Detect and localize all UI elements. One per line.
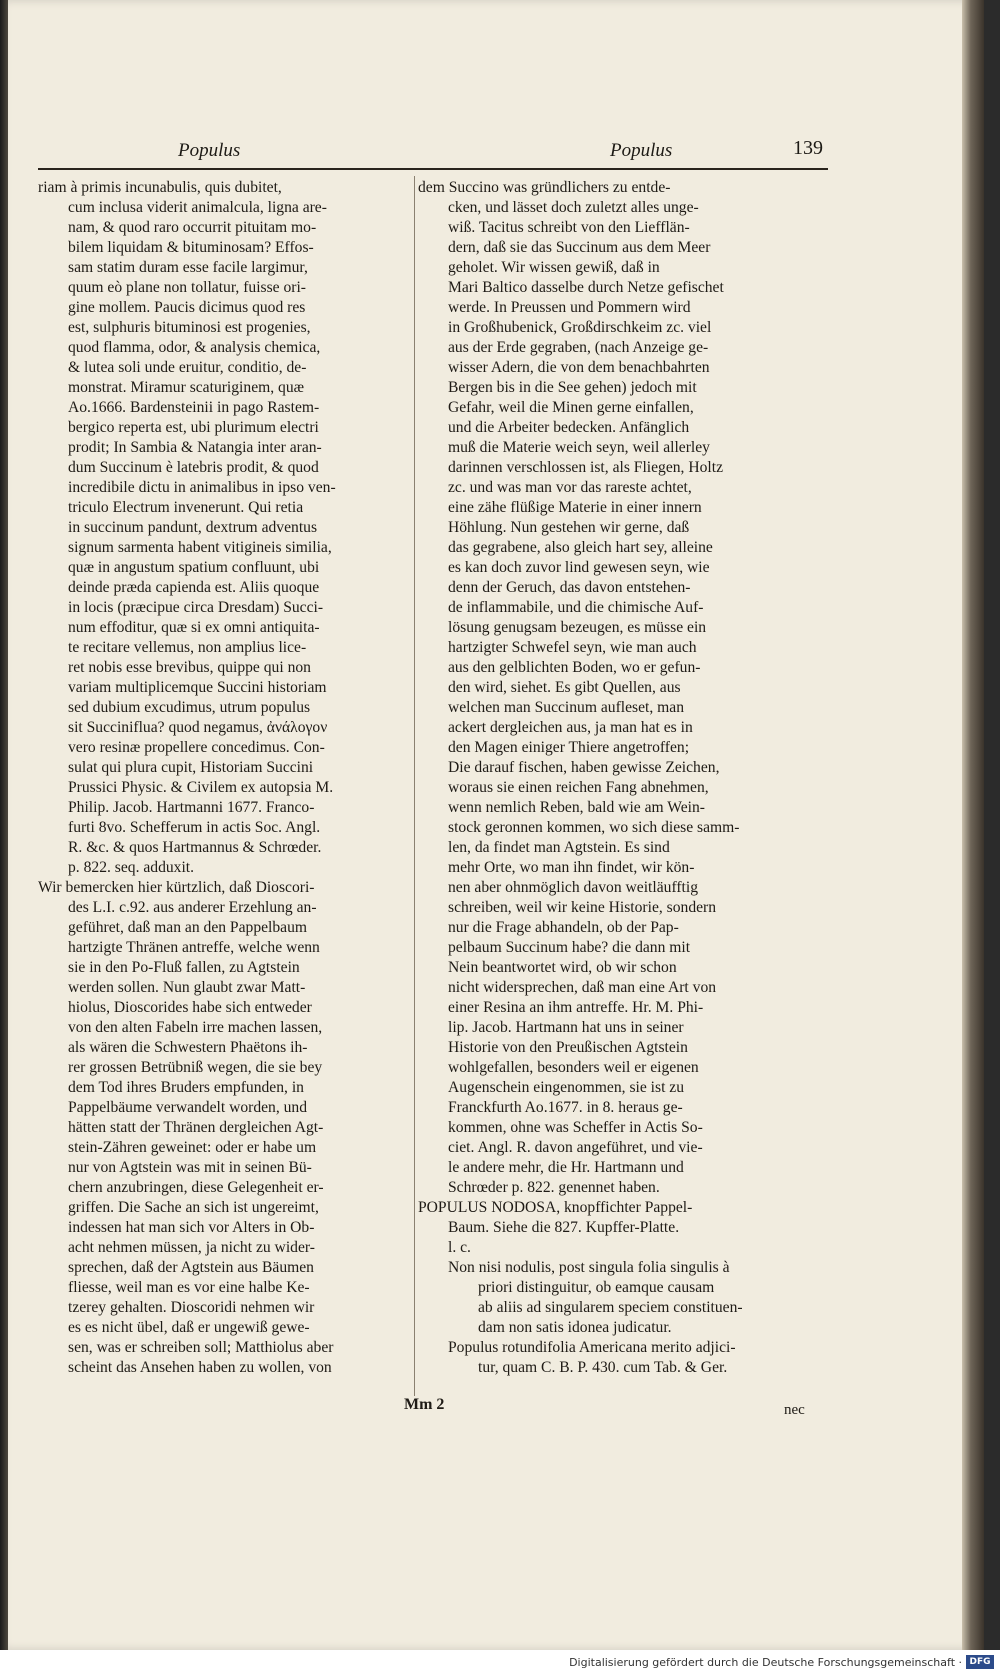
text-line: nen aber ohnmöglich davon weitläufftig <box>448 879 699 896</box>
text-line: mehr Orte, wo man ihn findet, wir kön- <box>448 859 695 876</box>
signature-mark: Mm 2 <box>404 1396 445 1413</box>
right-column-text <box>418 178 818 1198</box>
text-line: variam multiplicemque Succini historiam <box>68 679 327 696</box>
text-line: dem Tod ihres Bruders empfunden, in <box>68 1079 304 1096</box>
column-divider <box>414 176 415 1396</box>
text-line: aus den gelblichten Boden, wo er gefun- <box>448 659 701 676</box>
text-line: deinde præda capienda est. Aliis quoque <box>68 579 320 596</box>
text-line: Non nisi nodulis, post singula folia singulis à <box>448 1259 730 1276</box>
book-page <box>8 0 984 1650</box>
text-line: werde. In Preussen und Pommern wird <box>448 299 691 316</box>
text-line: & lutea soli unde eruitur, conditio, de- <box>68 359 307 376</box>
text-line: das gegrabene, also gleich hart sey, alleine <box>448 539 713 556</box>
text-line: zc. und was man vor das rareste achtet, <box>448 479 692 496</box>
text-line: des L.I. c.92. aus anderer Erzehlung an- <box>68 899 317 916</box>
text-line: tur, quam C. B. P. 430. cum Tab. & Ger. <box>478 1359 728 1376</box>
latin-description <box>418 1258 818 1378</box>
text-line: sprechen, daß der Agtstein aus Bäumen <box>68 1259 314 1276</box>
text-line: Wir bemercken hier kürtzlich, daß Dioscori- <box>38 879 315 896</box>
text-line: Gefahr, weil die Minen gerne einfallen, <box>448 399 694 416</box>
text-line: dern, daß sie das Succinum aus dem Meer <box>448 239 711 256</box>
text-line: einer Resina an ihm antreffe. Hr. M. Phi- <box>448 999 704 1016</box>
text-line: als wären die Schwestern Phaëtons ih- <box>68 1039 308 1056</box>
text-line: Franckfurth Ao.1677. in 8. heraus ge- <box>448 1099 683 1116</box>
text-line: priori distinguitur, ob eamque causam <box>478 1279 715 1296</box>
text-line: te recitare vellemus, non amplius lice- <box>68 639 307 656</box>
text-line: prodit; In Sambia & Natangia inter aran- <box>68 439 322 456</box>
text-line: p. 822. seq. adduxit. <box>68 859 195 876</box>
text-line: quod flamma, odor, & analysis chemica, <box>68 339 321 356</box>
text-line: Prussici Physic. & Civilem ex autopsia M. <box>68 779 334 796</box>
text-line: hiolus, Dioscorides habe sich entweder <box>68 999 312 1016</box>
text-line: sam statim duram esse facile largimur, <box>68 259 308 276</box>
text-line: rer grossen Betrübniß wegen, die sie bey <box>68 1059 323 1076</box>
text-line: nur die Frage abhandeln, ob der Pap- <box>448 919 679 936</box>
text-line: de inflammabile, und die chimische Auf- <box>448 599 704 616</box>
text-line: dum Succinum è latebris prodit, & quod <box>68 459 319 476</box>
text-line: lösung genugsam bezeugen, es müsse ein <box>448 619 707 636</box>
text-line: Die darauf fischen, haben gewisse Zeichen, <box>448 759 720 776</box>
text-line: Philip. Jacob. Hartmanni 1677. Franco- <box>68 799 315 816</box>
footer-credit: Digitalisierung gefördert durch die Deutsche Forschungsgemeinschaft · <box>569 1656 962 1669</box>
text-line: in succinum pandunt, dextrum adventus <box>68 519 318 536</box>
text-line: hartzigter Schwefel seyn, wie man auch <box>448 639 697 656</box>
text-line: tzerey gehalten. Dioscoridi nehmen wir <box>68 1299 315 1316</box>
text-line: incredibile dictu in animalibus in ipso ven- <box>68 479 336 496</box>
text-line: Baum. Siehe die 827. Kupffer-Platte. <box>448 1219 680 1236</box>
text-line: sed dubium excudimus, utrum populus <box>68 699 311 716</box>
text-line: sulat qui plura cupit, Historiam Succini <box>68 759 314 776</box>
text-line: est, sulphuris bituminosi est progenies, <box>68 319 311 336</box>
text-line: aus der Erde gegraben, (nach Anzeige ge- <box>448 339 709 356</box>
text-line: stock geronnen kommen, wo sich diese samm- <box>448 819 740 836</box>
text-line: R. &c. & quos Hartmannus & Schrœder. <box>68 839 322 856</box>
text-line: fliesse, weil man es vor eine halbe Ke- <box>68 1279 310 1296</box>
text-line: cken, und lässet doch zuletzt alles unge- <box>448 199 699 216</box>
right-column <box>418 178 818 1378</box>
text-line: nicht widersprechen, daß man eine Art von <box>448 979 717 996</box>
text-line: l. c. <box>448 1239 471 1256</box>
text-line: quum eò plane non tollatur, fuisse ori- <box>68 279 306 296</box>
text-line: werden sollen. Nun glaubt zwar Matt- <box>68 979 306 996</box>
page-number: 139 <box>793 137 823 159</box>
text-line: ret nobis esse brevibus, quippe qui non <box>68 659 311 676</box>
text-line: dam non satis idonea judicatur. <box>478 1319 672 1336</box>
text-line: geholet. Wir wissen gewiß, daß in <box>448 259 660 276</box>
text-line: sen, was er schreiben soll; Matthiolus aber <box>68 1339 334 1356</box>
text-line: Ao.1666. Bardensteinii in pago Rastem- <box>68 399 320 416</box>
text-line: indessen hat man sich vor Alters in Ob- <box>68 1219 315 1236</box>
text-line: ackert dergleichen aus, ja man hat es in <box>448 719 693 736</box>
text-line: wenn nemlich Reben, bald wie am Wein- <box>448 799 705 816</box>
text-line: quæ in angustum spatium confluunt, ubi <box>68 559 320 576</box>
text-line: bergico reperta est, ubi plurimum electri <box>68 419 319 436</box>
text-line: Bergen bis in die See gehen) jedoch mit <box>448 379 697 396</box>
text-line: Mari Baltico dasselbe durch Netze gefischet <box>448 279 724 296</box>
text-line: scheint das Ansehen haben zu wollen, von <box>68 1359 332 1376</box>
populus-nodosa-entry <box>418 1198 818 1258</box>
text-line: riam à primis incunabulis, quis dubitet, <box>38 179 282 196</box>
running-head-center: Populus <box>610 140 673 161</box>
text-line: signum sarmenta habent vitigineis similia, <box>68 539 332 556</box>
text-line: eine zähe flüßige Materie in einer innern <box>448 499 702 516</box>
text-line: acht nehmen müssen, ja nicht zu wider- <box>68 1239 315 1256</box>
text-line: woraus sie einen reichen Fang abnehmen, <box>448 779 709 796</box>
text-line: geführet, daß man an den Pappelbaum <box>68 919 308 936</box>
text-line: vero resinæ propellere concedimus. Con- <box>68 739 325 756</box>
text-line: nur von Agtstein was mit in seinen Bü- <box>68 1159 312 1176</box>
text-line: lip. Jacob. Hartmann hat uns in seiner <box>448 1019 684 1036</box>
text-line: Augenschein eingenommen, sie ist zu <box>448 1079 685 1096</box>
text-line: monstrat. Miramur scaturiginem, quæ <box>68 379 305 396</box>
text-line: wisser Adern, die von dem benachbahrten <box>448 359 710 376</box>
text-line: Populus rotundifolia Americana merito adjici- <box>448 1339 736 1356</box>
catchword: nec <box>784 1402 805 1418</box>
text-line: in locis (præcipue circa Dresdam) Succi- <box>68 599 324 616</box>
text-line: von den alten Fabeln irre machen lassen, <box>68 1019 323 1036</box>
text-line: gine mollem. Paucis dicimus quod res <box>68 299 306 316</box>
running-head-left: Populus <box>178 140 241 161</box>
text-line: den wird, siehet. Es gibt Quellen, aus <box>448 679 681 696</box>
header-rule <box>38 168 828 170</box>
left-column <box>38 178 413 1378</box>
text-line: cum inclusa viderit animalcula, ligna are- <box>68 199 327 216</box>
text-line: welchen man Succinum aufleset, man <box>448 699 684 716</box>
text-line: chern anzubringen, diese Gelegenheit er- <box>68 1179 324 1196</box>
text-line: triculo Electrum invenerunt. Qui retia <box>68 499 304 516</box>
text-line: hätten statt der Thränen dergleichen Agt- <box>68 1119 324 1136</box>
text-line: denn der Geruch, das davon entstehen- <box>448 579 691 596</box>
text-line: num effoditur, quæ si ex omni antiquita- <box>68 619 320 636</box>
text-line: schreiben, weil wir keine Historie, sondern <box>448 899 717 916</box>
text-line: muß die Materie weich seyn, weil allerley <box>448 439 710 456</box>
text-line: pelbaum Succinum habe? die dann mit <box>448 939 691 956</box>
text-line: POPULUS NODOSA, knopffichter Pappel- <box>418 1199 693 1216</box>
text-line: darinnen verschlossen ist, als Fliegen, Holtz <box>448 459 723 476</box>
text-line: ciet. Angl. R. davon angeführet, und vie- <box>448 1139 703 1156</box>
text-line: furti 8vo. Schefferum in actis Soc. Angl. <box>68 819 321 836</box>
text-line: griffen. Die Sache an sich ist ungereimt, <box>68 1199 319 1216</box>
text-line: und die Arbeiter bedecken. Anfänglich <box>448 419 690 436</box>
text-line: Höhlung. Nun gestehen wir gerne, daß <box>448 519 690 536</box>
text-line: sit Succiniflua? quod negamus, ἀνάλογον <box>68 719 328 736</box>
text-line: wiß. Tacitus schreibt von den Liefflän- <box>448 219 690 236</box>
dfg-logo: DFG <box>966 1655 994 1669</box>
text-line: in Großhubenick, Großdirschkeim zc. viel <box>448 319 712 336</box>
text-line: nam, & quod raro occurrit pituitam mo- <box>68 219 317 236</box>
digitization-footer <box>0 1650 1000 1673</box>
text-line: es kan doch zuvor lind gewesen seyn, wie <box>448 559 710 576</box>
text-line: bilem liquidam & bituminosam? Effos- <box>68 239 314 256</box>
text-line: stein-Zähren geweinet: oder er habe um <box>68 1139 317 1156</box>
text-line: den Magen einiger Thiere angetroffen; <box>448 739 690 756</box>
text-line: dem Succino was gründlichers zu entde- <box>418 179 671 196</box>
text-line: kommen, ohne was Scheffer in Actis So- <box>448 1119 703 1136</box>
text-line: le andere mehr, die Hr. Hartmann und <box>448 1159 684 1176</box>
text-line: Historie von den Preußischen Agtstein <box>448 1039 688 1056</box>
text-line: es es nicht übel, daß er ungewiß gewe- <box>68 1319 310 1336</box>
text-line: ab aliis ad singularem speciem constituen- <box>478 1299 743 1316</box>
text-line: sie in den Po-Fluß fallen, zu Agtstein <box>68 959 300 976</box>
text-line: Schrœder p. 822. genennet haben. <box>448 1179 660 1196</box>
text-line: hartzigte Thränen antreffe, welche wenn <box>68 939 320 956</box>
text-line: len, da findet man Agtstein. Es sind <box>448 839 670 856</box>
text-line: Nein beantwortet wird, ob wir schon <box>448 959 677 976</box>
text-line: wohlgefallen, besonders weil er eigenen <box>448 1059 699 1076</box>
text-line: Pappelbäume verwandelt worden, und <box>68 1099 308 1116</box>
page-edge <box>962 0 984 1650</box>
